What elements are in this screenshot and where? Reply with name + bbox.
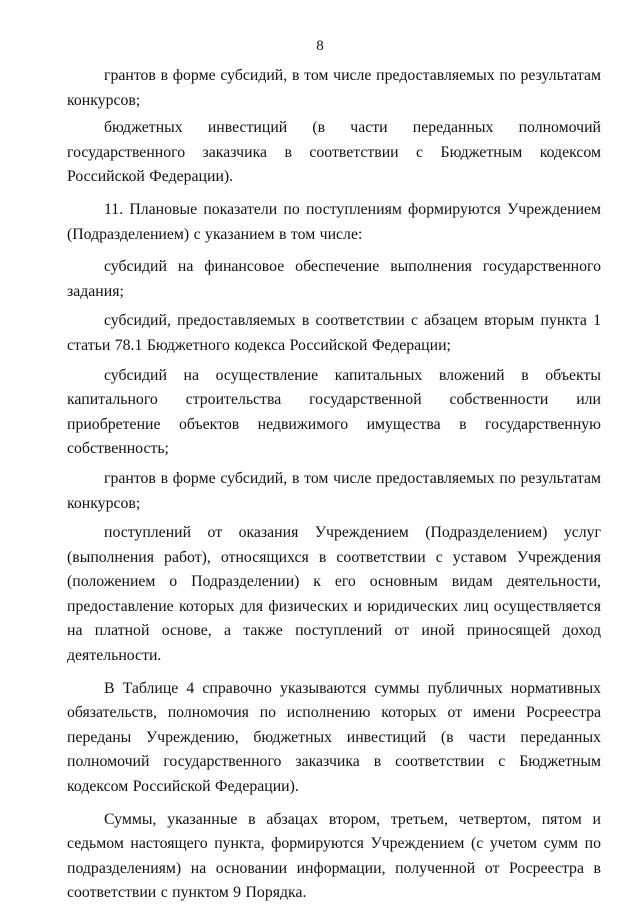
paragraph-grants-2: грантов в форме субсидий, в том числе предоставляемых по результатам конкурсов; [67, 469, 601, 512]
paragraph-section-11: 11. Плановые показатели по поступлениям формируются Учреждением (Подразделением) с указанием в том числе: [67, 200, 601, 243]
paragraph-sums-formation: Суммы, указанные в абзацах втором, третьем, четвертом, пятом и седьмом настоящего пункта, формируются Учреждением (с учетом сумм по подразделениям) на основании информации, полученной от Росреестра в соответствии с пунктом 9 Порядка. [67, 810, 601, 902]
paragraph-subsidies-capital-investments: субсидий на осуществление капитальных вложений в объекты капитального строительства государственной собственности или приобретение объектов недвижимого имущества в государственную собственность; [67, 366, 601, 458]
paragraph-subsidies-article-78-1: субсидий, предоставляемых в соответствии с абзацем вторым пункта 1 статьи 78.1 Бюджетного кодекса Российской Федерации; [67, 312, 601, 354]
page-number: 8 [316, 38, 324, 54]
document-body [67, 64, 601, 911]
paragraph-budget-investments-1: бюджетных инвестиций (в части переданных полномочий государственного заказчика в соответствии с Бюджетным кодексом Российской Федерации). [67, 119, 601, 186]
paragraph-table-4: В Таблице 4 справочно указываются суммы публичных нормативных обязательств, полномочия по исполнению которых от имени Росреестра переданы Учреждению, бюджетных инвестиций (в части переданных полномочий государственного заказчика в соответствии с Бюджетным кодексом Российской Федерации). [67, 679, 601, 796]
paragraph-grants-1: грантов в форме субсидий, в том числе предоставляемых по результатам конкурсов; [67, 67, 601, 109]
paragraph-subsidies-state-task: субсидий на финансовое обеспечение выполнения государственного задания; [67, 258, 601, 300]
paragraph-paid-services-income: поступлений от оказания Учреждением (Подразделением) услуг (выполнения работ), относящихся в соответствии с уставом Учреждения (положением о Подразделении) к его основным видам деятельности, предоставление которых для физических и юридических лиц осуществляется на платной основе, а также поступлений от иной приносящей доход деятельности. [67, 524, 601, 665]
